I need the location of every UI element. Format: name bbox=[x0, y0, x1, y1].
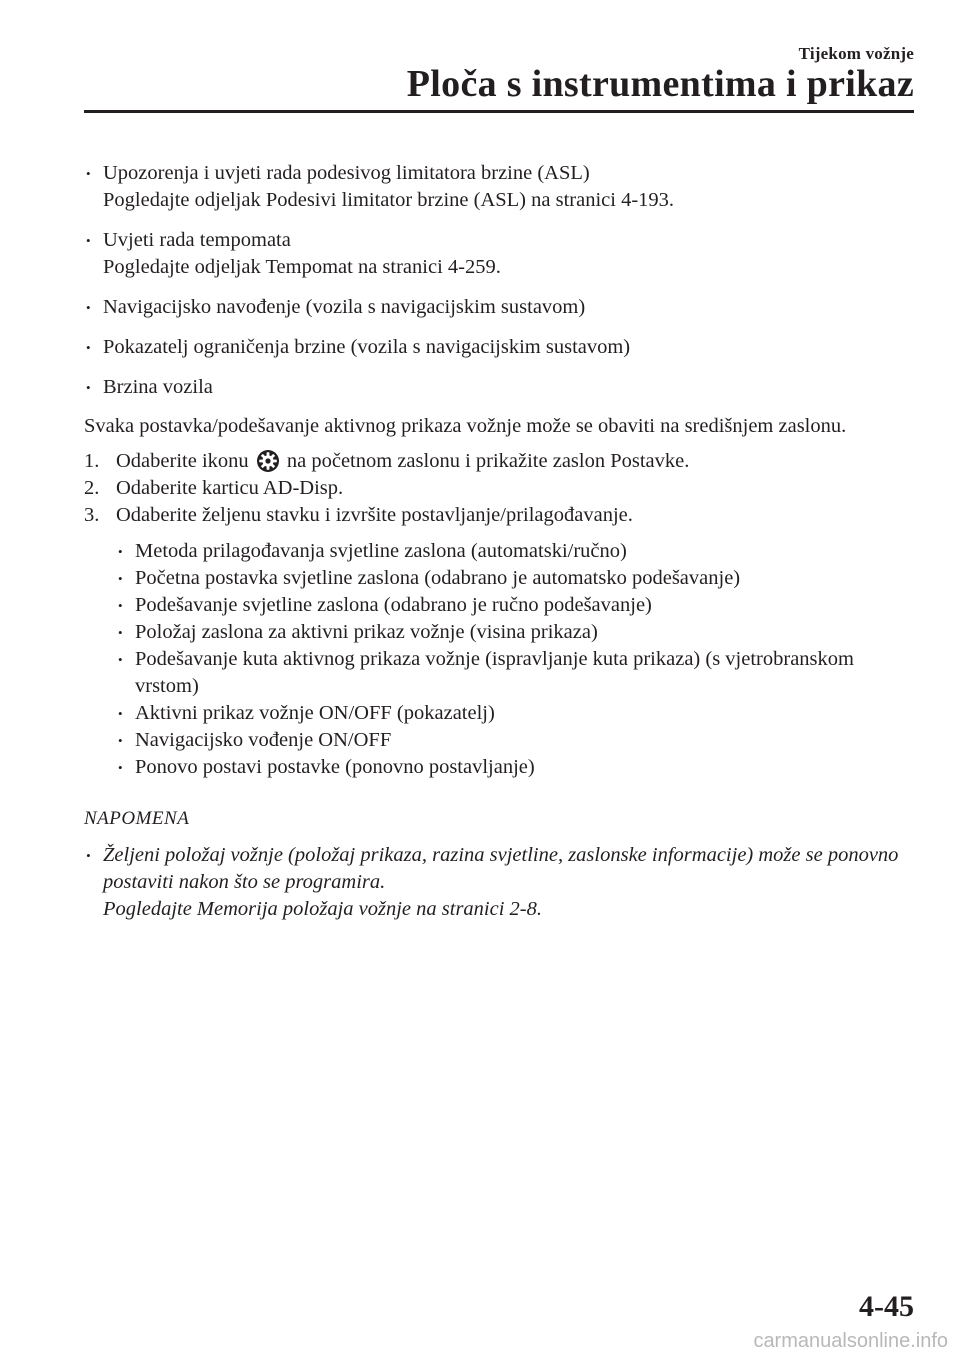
settings-options-list bbox=[116, 538, 914, 781]
step-number: 1. bbox=[84, 450, 100, 472]
step-2 bbox=[84, 475, 914, 502]
note-reference: Pogledajte Memorija položaja vožnje na stranici 2-8. bbox=[103, 898, 542, 920]
list-item: • Navigacijsko vođenje ON/OFF bbox=[116, 727, 914, 754]
footer-watermark: carmanualsonline.info bbox=[753, 1330, 948, 1352]
page-title: Ploča s instrumentima i prikaz bbox=[406, 63, 914, 105]
list-item: • Podešavanje kuta aktivnog prikaza vožnje (ispravljanje kuta prikaza) (s vjetrobranskom vrstom) bbox=[116, 646, 914, 700]
step-1 bbox=[84, 448, 914, 475]
gear-icon bbox=[256, 449, 280, 473]
main-content bbox=[84, 160, 914, 923]
bullet-asl bbox=[84, 160, 914, 214]
section-label: Tijekom vožnje bbox=[798, 44, 914, 63]
list-item: • Položaj zaslona za aktivni prikaz vožnje (visina prikaza) bbox=[116, 619, 914, 646]
step-number: 3. bbox=[84, 504, 100, 526]
bullet-navigation bbox=[84, 294, 914, 321]
bullet-text: • Uvjeti rada tempomata bbox=[103, 229, 291, 251]
bullet-text: • Navigacijsko navođenje (vozila s navigacijskim sustavom) bbox=[103, 296, 586, 318]
step-number: 2. bbox=[84, 477, 100, 499]
step-text-after: na početnom zaslonu i prikažite zaslon Postavke. bbox=[286, 450, 690, 472]
bullet-reference: Pogledajte odjeljak Podesivi limitator brzine (ASL) na stranici 4-193. bbox=[103, 189, 675, 211]
note-text: • Željeni položaj vožnje (položaj prikaza, razina svjetline, zaslonske informacije) može se ponovno postaviti nakon što se programira. bbox=[103, 844, 899, 893]
step-text: Odaberite željenu stavku i izvršite postavljanje/prilagođavanje. bbox=[116, 504, 633, 526]
note-heading: NAPOMENA bbox=[84, 808, 190, 829]
bullet-text: • Pokazatelj ograničenja brzine (vozila s navigacijskim sustavom) bbox=[103, 336, 631, 358]
page-number: 4-45 bbox=[859, 1290, 914, 1323]
settings-paragraph: Svaka postavka/podešavanje aktivnog prikaza vožnje može se obaviti na središnjem zaslonu. bbox=[84, 415, 847, 437]
step-3 bbox=[84, 502, 914, 529]
step-text: Odaberite karticu AD-Disp. bbox=[116, 477, 344, 499]
header-rule bbox=[84, 110, 914, 113]
bullet-vehicle-speed bbox=[84, 374, 914, 401]
note-bullet bbox=[84, 842, 914, 923]
bullet-text: • Brzina vozila bbox=[103, 376, 213, 398]
list-item: • Metoda prilagođavanja svjetline zaslona (automatski/ručno) bbox=[116, 538, 914, 565]
list-item: • Početna postavka svjetline zaslona (odabrano je automatsko podešavanje) bbox=[116, 565, 914, 592]
step-text-before: Odaberite ikonu bbox=[116, 450, 249, 472]
bullet-reference: Pogledajte odjeljak Tempomat na stranici 4-259. bbox=[103, 256, 501, 278]
bullet-speed-limit bbox=[84, 334, 914, 361]
bullet-text: • Upozorenja i uvjeti rada podesivog limitatora brzine (ASL) bbox=[103, 162, 590, 184]
steps-list bbox=[84, 448, 914, 529]
list-item: • Podešavanje svjetline zaslona (odabrano je ručno podešavanje) bbox=[116, 592, 914, 619]
list-item: • Ponovo postavi postavke (ponovno postavljanje) bbox=[116, 754, 914, 781]
bullet-cruise-control bbox=[84, 227, 914, 281]
list-item: • Aktivni prikaz vožnje ON/OFF (pokazatelj) bbox=[116, 700, 914, 727]
